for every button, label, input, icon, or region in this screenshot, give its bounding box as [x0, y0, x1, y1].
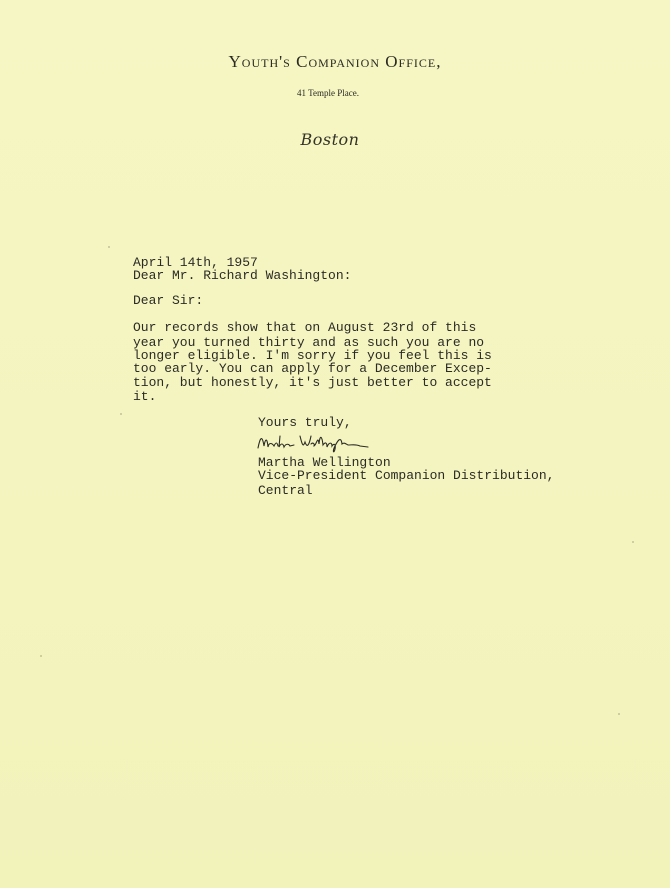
signer-name: Martha Wellington: [258, 455, 391, 470]
letterhead-address: 41 Temple Place.: [297, 88, 359, 98]
body-line: tion, but honestly, it's just better to accept: [133, 375, 492, 390]
body-line: Our records show that on August 23rd of this: [133, 320, 477, 335]
handwritten-signature: [256, 430, 381, 454]
recipient-line: Dear Mr. Richard Washington:: [133, 268, 352, 283]
body-line: year you turned thirty and as such you are no: [133, 335, 485, 350]
paper-speck: [618, 713, 620, 715]
paper-speck: [120, 413, 122, 415]
signer-department: Central: [258, 483, 313, 498]
body-line: longer eligible. I'm sorry if you feel this is: [133, 348, 492, 363]
paper-speck: [40, 655, 42, 657]
body-line: too early. You can apply for a December Excep-: [133, 361, 492, 376]
letterhead-title: Youth's Companion Office,: [228, 52, 442, 71]
greeting-line: Dear Sir:: [133, 293, 204, 308]
paper-speck: [632, 541, 634, 543]
closing-line: Yours truly,: [258, 415, 352, 430]
paper-speck: [108, 246, 110, 248]
signer-title: Vice-President Companion Distribution,: [258, 468, 555, 483]
body-line: it.: [133, 389, 157, 404]
letter-date: April 14th, 1957: [133, 255, 258, 270]
letterhead-city: Boston: [300, 130, 360, 149]
